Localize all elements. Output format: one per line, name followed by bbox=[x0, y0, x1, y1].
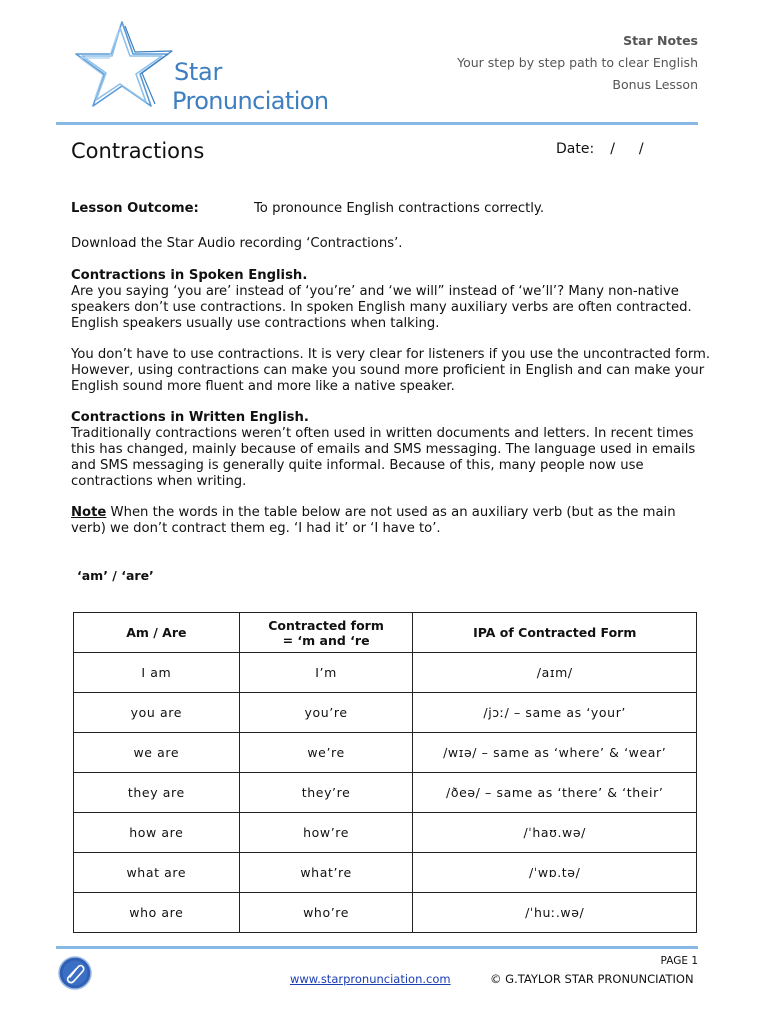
header-ipa: IPA of Contracted Form bbox=[413, 613, 697, 653]
website-link[interactable]: www.starpronunciation.com bbox=[290, 972, 451, 986]
header-contracted-form bbox=[239, 613, 413, 653]
cell-ipa: /ˈhuː.wə/ bbox=[413, 893, 697, 933]
download-instruction: Download the Star Audio recording ‘Contractions’. bbox=[71, 236, 403, 251]
cell-full-form: I am bbox=[74, 653, 240, 693]
header-am-are: Am / Are bbox=[74, 613, 240, 653]
date-label: Date: bbox=[556, 141, 595, 157]
outcome-text: To pronounce English contractions correctly. bbox=[254, 201, 545, 216]
spoken-heading: Contractions in Spoken English. bbox=[71, 268, 308, 283]
cell-contraction: we’re bbox=[239, 733, 413, 773]
spoken-paragraph-2: You don’t have to use contractions. It is very clear for listeners if you use the uncontracted form. However, using contractions can make you sound more proficient in English and can make your English sound more fluent and more like a native speaker. bbox=[71, 347, 711, 394]
note-label: Note bbox=[71, 505, 107, 520]
cell-ipa: /aɪm/ bbox=[413, 653, 697, 693]
cell-ipa: /ˈhaʊ.wə/ bbox=[413, 813, 697, 853]
contractions-table bbox=[73, 612, 697, 933]
header-divider bbox=[56, 122, 698, 125]
note-paragraph bbox=[71, 505, 711, 537]
header-contracted-line2: = ‘m and ‘re bbox=[282, 632, 370, 648]
cell-full-form: what are bbox=[74, 853, 240, 893]
cell-full-form: they are bbox=[74, 773, 240, 813]
tagline: Your step by step path to clear English bbox=[457, 55, 698, 70]
cell-contraction: how’re bbox=[239, 813, 413, 853]
header-contracted-line1: Contracted form bbox=[268, 617, 384, 633]
cell-ipa: /wɪə/ – same as ‘where’ & ‘wear’ bbox=[413, 733, 697, 773]
note-text: When the words in the table below are not used as an auxiliary verb (but as the main verb) we don’t contract them eg. ‘I had it’ or ‘I have to’. bbox=[71, 505, 676, 536]
table-row bbox=[74, 693, 697, 733]
brand-logo bbox=[70, 18, 340, 115]
copyright: © G.TAYLOR STAR PRONUNCIATION bbox=[490, 972, 694, 986]
cell-ipa: /jɔː/ – same as ‘your’ bbox=[413, 693, 697, 733]
cell-contraction: you’re bbox=[239, 693, 413, 733]
notes-title: Star Notes bbox=[623, 33, 698, 48]
lesson-type: Bonus Lesson bbox=[612, 77, 698, 92]
date-field bbox=[556, 140, 644, 158]
table-header-row bbox=[74, 613, 697, 653]
outcome-label: Lesson Outcome: bbox=[71, 201, 199, 216]
table-row bbox=[74, 653, 697, 693]
brand-name-line2: Pronunciation bbox=[172, 87, 329, 115]
star-logo-icon bbox=[70, 18, 180, 108]
cell-full-form: how are bbox=[74, 813, 240, 853]
written-heading: Contractions in Written English. bbox=[71, 410, 309, 425]
date-separator-2: / bbox=[638, 141, 644, 157]
table-row bbox=[74, 733, 697, 773]
page-title: Contractions bbox=[71, 139, 205, 163]
brand-name-line1: Star bbox=[174, 58, 223, 86]
page-number: PAGE 1 bbox=[660, 955, 698, 967]
table-row bbox=[74, 813, 697, 853]
table-row bbox=[74, 893, 697, 933]
cell-ipa: /ˈwɒ.tə/ bbox=[413, 853, 697, 893]
written-paragraph: Traditionally contractions weren’t often used in written documents and letters. In recent times this has changed, mainly because of emails and SMS messaging. The language used in emails and SMS messaging is generally quite informal. Because of this, many people now use contractions when writing. bbox=[71, 426, 696, 489]
cell-full-form: we are bbox=[74, 733, 240, 773]
cell-full-form: who are bbox=[74, 893, 240, 933]
paperclip-icon[interactable] bbox=[58, 956, 92, 990]
table-row bbox=[74, 773, 697, 813]
footer-divider bbox=[56, 946, 698, 949]
spoken-paragraph-1: Are you saying ‘you are’ instead of ‘you’re’ and ‘we will” instead of ‘we’ll’? Many non-native speakers don’t use contractions. In spoken English many auxiliary verbs are often contracted. English speakers usually use contractions when talking. bbox=[71, 284, 692, 331]
cell-contraction: what’re bbox=[239, 853, 413, 893]
cell-contraction: I’m bbox=[239, 653, 413, 693]
cell-contraction: they’re bbox=[239, 773, 413, 813]
cell-full-form: you are bbox=[74, 693, 240, 733]
table-row bbox=[74, 853, 697, 893]
cell-contraction: who’re bbox=[239, 893, 413, 933]
cell-ipa: /ðeə/ – same as ‘there’ & ‘their’ bbox=[413, 773, 697, 813]
date-separator-1: / bbox=[610, 141, 615, 157]
table-caption: ‘am’ / ‘are’ bbox=[77, 568, 154, 583]
